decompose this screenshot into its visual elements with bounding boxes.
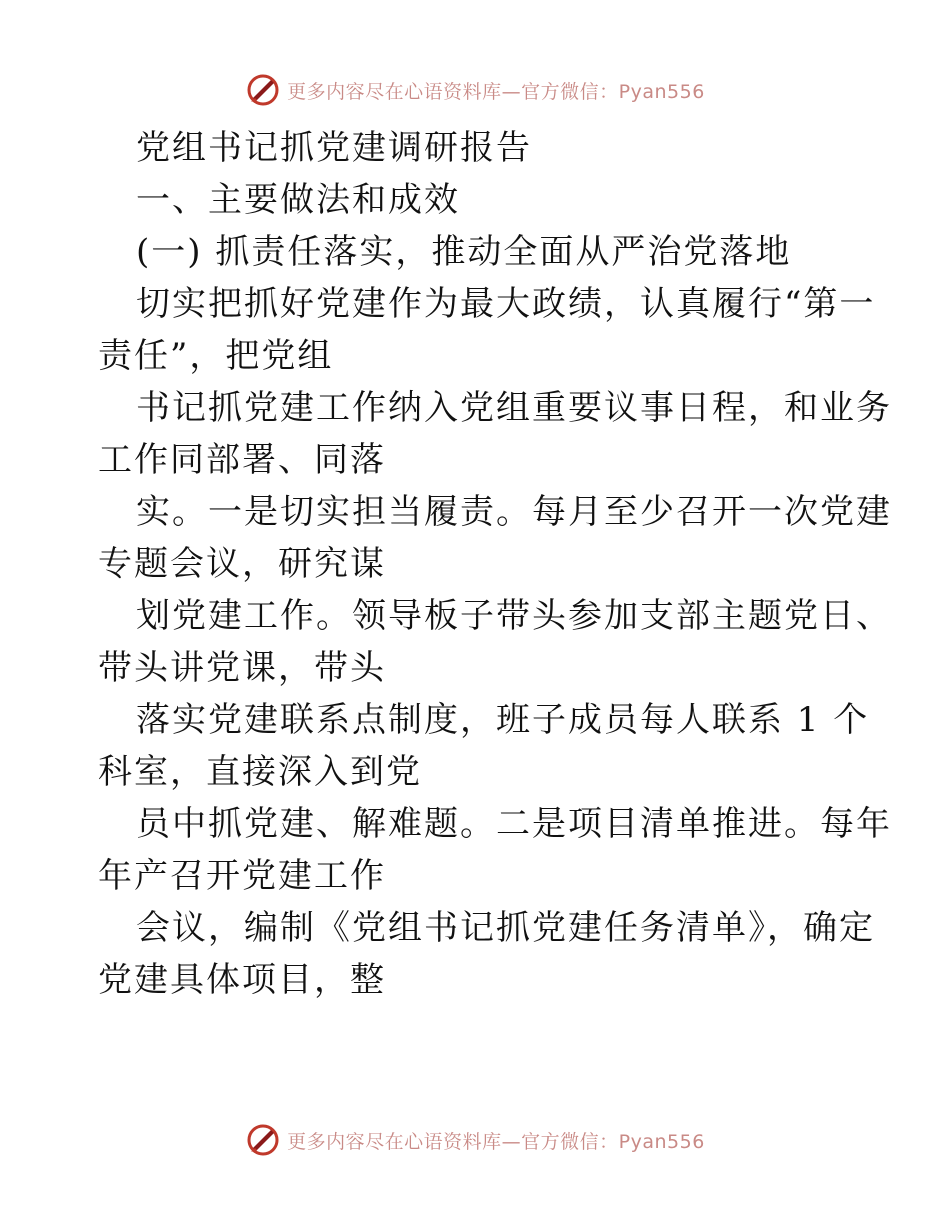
text-line: 专题会议，研究谋 (98, 544, 386, 584)
pen-circle-logo-icon (245, 72, 281, 108)
text-line: (一) 抓责任落实，推动全面从严治党落地 (136, 232, 792, 272)
watermark-text: 更多内容尽在心语资料库—官方微信：Pyan556 (287, 1130, 705, 1153)
watermark-text: 更多内容尽在心语资料库—官方微信：Pyan556 (287, 80, 705, 103)
text-line: 带头讲党课，带头 (98, 648, 386, 688)
text-line: 会议，编制《党组书记抓党建任务清单》，确定 (136, 908, 875, 948)
text-line: 工作同部署、同落 (98, 440, 386, 480)
pen-circle-logo-icon (245, 1122, 281, 1158)
text-line: 责任”，把党组 (98, 336, 334, 376)
text-line: 党组书记抓党建调研报告 (136, 128, 532, 168)
text-line: 落实党建联系点制度，班子成员每人联系 1 个 (136, 700, 870, 740)
text-line: 一、主要做法和成效 (136, 180, 460, 220)
text-line: 年产召开党建工作 (98, 856, 386, 896)
text-line: 切实把抓好党建作为最大政绩，认真履行“第一 (136, 284, 876, 324)
footer-watermark (0, 1120, 950, 1160)
document-body (98, 122, 892, 1006)
text-line: 实。一是切实担当履责。每月至少召开一次党建 (136, 492, 892, 532)
text-line: 书记抓党建工作纳入党组重要议事日程，和业务 (136, 388, 892, 428)
text-line: 划党建工作。领导板子带头参加支部主题党日、 (136, 596, 892, 636)
text-line: 科室，直接深入到党 (98, 752, 422, 792)
header-watermark (0, 70, 950, 110)
text-line: 员中抓党建、解难题。二是项目清单推进。每年 (136, 804, 892, 844)
text-line: 党建具体项目，整 (98, 960, 386, 1000)
